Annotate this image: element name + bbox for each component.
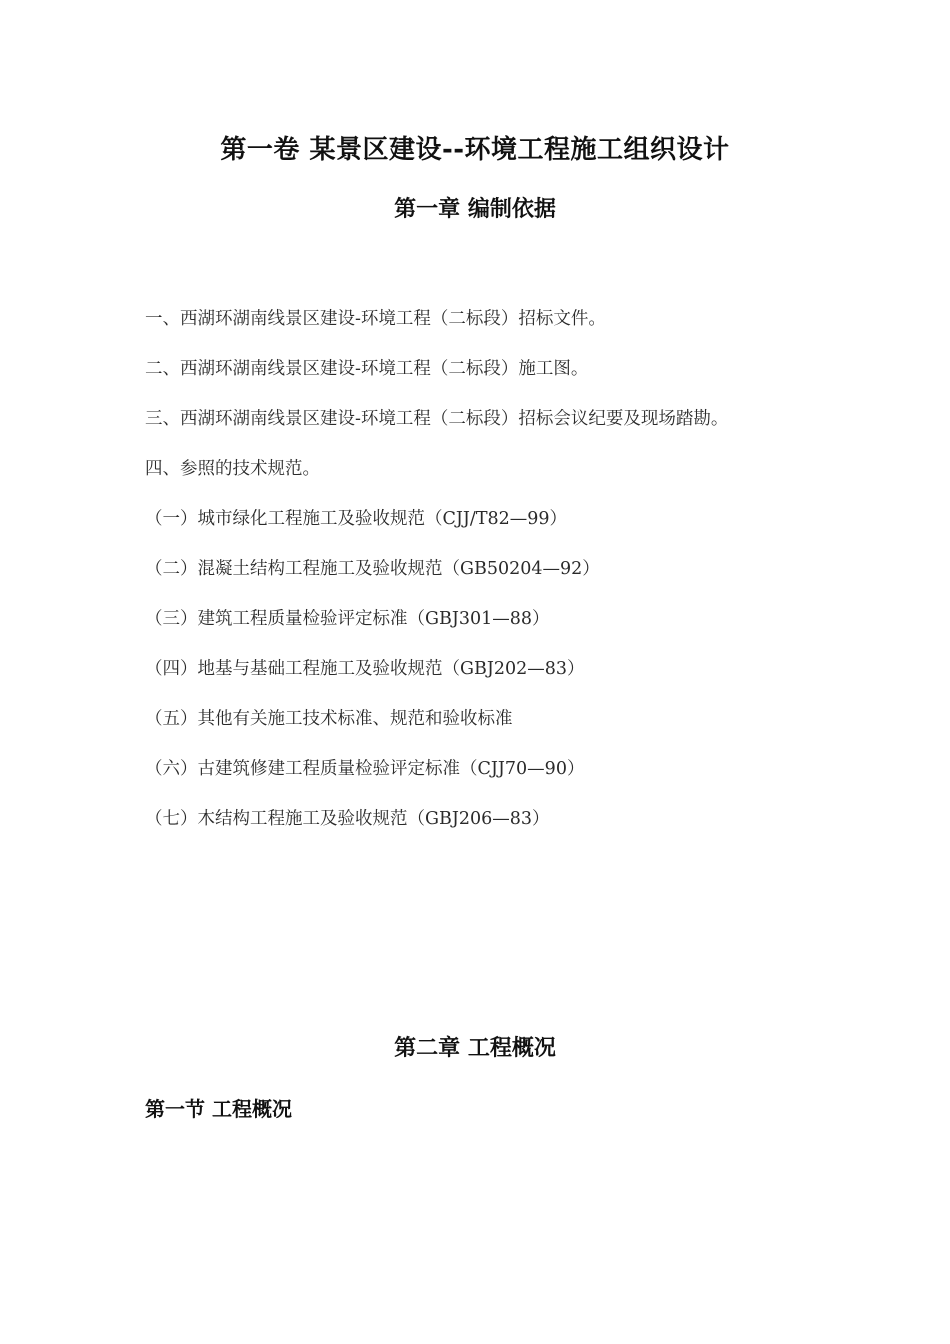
list-item: 二、西湖环湖南线景区建设-环境工程（二标段）施工图。	[145, 359, 589, 379]
list-item: 三、西湖环湖南线景区建设-环境工程（二标段）招标会议纪要及现场踏勘。	[145, 409, 729, 429]
list-item: （一）城市绿化工程施工及验收规范（CJJ/T82—99）	[145, 509, 568, 529]
chapter-2-title: 第二章 工程概况	[394, 1036, 556, 1061]
list-item: （三）建筑工程质量检验评定标准（GBJ301—88）	[145, 609, 550, 629]
chapter-1-title: 第一章 编制依据	[394, 197, 556, 222]
list-item: （六）古建筑修建工程质量检验评定标准（CJJ70—90）	[145, 759, 585, 779]
list-item: （五）其他有关施工技术标准、规范和验收标准	[145, 709, 513, 729]
list-item: （二）混凝土结构工程施工及验收规范（GB50204—92）	[145, 559, 600, 579]
list-item: 一、西湖环湖南线景区建设-环境工程（二标段）招标文件。	[145, 309, 606, 329]
compilation-basis-list	[145, 302, 845, 852]
volume-title: 第一卷 某景区建设--环境工程施工组织设计	[220, 135, 730, 165]
list-item: 四、参照的技术规范。	[145, 459, 320, 479]
list-item: （七）木结构工程施工及验收规范（GBJ206—83）	[145, 809, 550, 829]
list-item: （四）地基与基础工程施工及验收规范（GBJ202—83）	[145, 659, 585, 679]
section-1-title: 第一节 工程概况	[145, 1097, 292, 1121]
